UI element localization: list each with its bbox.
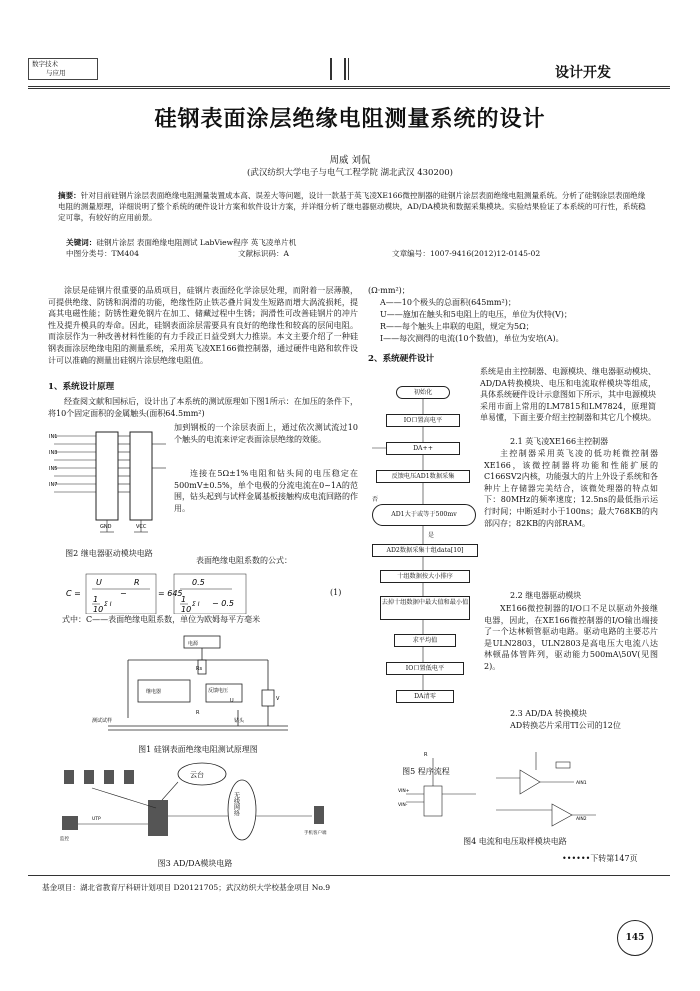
svg-text:IN5: IN5 <box>49 466 58 472</box>
flow-no-label: 否 <box>372 496 379 503</box>
variable-i: I——每次测得的电流(10个数值)，单位为安培(A)。 <box>380 334 564 343</box>
journal-logo <box>28 58 98 80</box>
voltmeter-label: V <box>276 696 280 702</box>
figure-5-caption: 图5 程序流程 <box>402 767 450 776</box>
flow-ad1-sample: 反馈电压AD1数据采集 <box>376 470 470 483</box>
formula-explanation: 式中：C——表面绝缘电阻系数，单位为欧姆每平方毫米 <box>62 615 261 624</box>
formula-intro: 表面绝缘电阻系数的公式： <box>196 556 292 565</box>
rs-label: Rs <box>196 666 203 672</box>
section-2-heading: 2、系统硬件设计 <box>368 354 435 364</box>
drill-label: 钻头 <box>234 718 245 724</box>
authors: 周威 刘侃 <box>329 155 371 166</box>
svg-text:R: R <box>134 578 140 587</box>
subsection-2-1-heading: 2.1 英飞凌XE166主控制器 <box>510 437 609 446</box>
probe-label: 测试试样 <box>92 718 113 724</box>
clc-number: 中图分类号：TM404 <box>66 249 139 258</box>
formula-number: (1) <box>330 588 342 597</box>
flow-ad2-sample: AD2数据采集十组data[10] <box>372 544 478 557</box>
svg-text:−: − <box>120 589 127 598</box>
affiliation: (武汉纺织大学电子与电气工程学院 湖北武汉 430200) <box>247 168 453 178</box>
journal-name-bottom: 与应用 <box>46 69 66 77</box>
abstract-label: 摘要： <box>58 191 81 200</box>
svg-text:IN3: IN3 <box>49 450 58 456</box>
flow-da-clear: DA清零 <box>396 690 454 703</box>
section-name: 设计开发 <box>555 65 611 81</box>
flow-init: 初始化 <box>396 386 450 399</box>
intro-paragraph: 涂层是硅钢片很重要的品质项目，硅钢片表面经化学涂层处理，而附着一层薄膜，可提供绝缘、防锈和润滑的功能，绝缘性防止铁芯叠片间发生短路而增大涡流损耗，提高其电磁性能；防锈性避免钢片在加工、储藏过程中生锈；润滑性可改善硅钢片的冲片性及提升模具的寿命。因此，硅钢表面涂层需要具有良好的绝缘性和较高的层间电阻。而涂层作为一种改善材料性能的有力手段正日益受到大力推崇。本文主要介绍了一种硅钢表面涂层绝缘电阻的测量系统，采用英飞凌XE166微控制器，通过硬件电路和软件设计可以准确的测量出硅钢片涂层绝缘电阻值。 <box>48 286 358 365</box>
cloud-label: 云台 <box>190 771 204 779</box>
subsection-2-2-heading: 2.2 继电器驱动模块 <box>510 591 582 600</box>
svg-text:10: 10 <box>181 605 192 614</box>
section-2-paragraph: 系统是由主控制器、电源模块、继电器驱动模块、AD/DA转换模块、电压和电流取样模块等组成，具体系统硬件设计示意图如下所示，其中电源模块采用市面上常用的LM7815和LM7824，原理简单易懂，下面主要介绍主控制器和其它几个模块。 <box>480 367 656 423</box>
flow-io-low: IO口置低电平 <box>386 662 464 675</box>
svg-text:− 0.5: − 0.5 <box>212 599 234 608</box>
svg-text:VIN-: VIN- <box>398 803 408 808</box>
variable-r: R——每个触头上串联的电阻，规定为5Ω； <box>380 322 534 331</box>
flow-da-increment: DA++ <box>386 442 460 455</box>
subsection-2-1-paragraph: 主控制器采用英飞凌的低功耗微控制器XE166，该微控制器将功能和性能扩展的C166SV2内核，功能强大的片上外设子系统和各种片上存储器完美结合，该微处理器的特点如下：80MHz的频率速度；12.5ns的最低指示运行时间；中断延时小于100ns；最大768KB的内部闪存；82KB的内部RAM。 <box>484 449 658 528</box>
supply-label: 电源 <box>188 641 199 647</box>
variable-a: A——10个极头的总面积(645mm²)； <box>380 298 516 307</box>
section-1-paragraph-b: 加到钢板的一个涂层表面上，通过依次测试流过10个触头的电流来评定表面涂层绝缘的效能。 <box>174 423 358 444</box>
program-flowchart <box>372 382 480 764</box>
subsection-2-3-paragraph: AD转换芯片采用TI公司的12位 <box>510 721 621 730</box>
svg-text:C =: C = <box>66 589 81 598</box>
svg-text:1: 1 <box>181 595 187 604</box>
svg-text:0.5: 0.5 <box>192 578 205 587</box>
u-label: U <box>230 698 234 704</box>
figure-1-caption: 图1 硅钢表面绝缘电阻测试原理图 <box>138 745 258 754</box>
svg-text:1: 1 <box>93 595 99 604</box>
relay-label: 继电器 <box>146 689 162 695</box>
formula-1 <box>62 570 302 614</box>
svg-text:= 645: = 645 <box>158 589 183 598</box>
mobile-client-label: 手机客户端 <box>304 831 327 836</box>
r-label: R <box>196 710 200 716</box>
svg-text:IN1: IN1 <box>49 434 58 440</box>
svg-text:10: 10 <box>93 605 104 614</box>
flow-average: 求平均值 <box>394 634 456 647</box>
section-1-heading: 1、系统设计原理 <box>48 382 115 392</box>
ad-da-module-diagram <box>52 760 342 856</box>
journal-name-top: 数字技术 <box>32 60 58 68</box>
wireless-label: 无线网络 <box>232 792 240 816</box>
current-voltage-sampling-circuit <box>396 748 606 832</box>
header-decoration <box>330 58 370 80</box>
monitor-label: 监控 <box>60 837 69 842</box>
figure-4-caption: 图4 电流和电压取样模块电路 <box>463 837 567 846</box>
relay-driver-circuit <box>48 424 170 546</box>
unit-line: (Ω·mm²)； <box>368 286 410 295</box>
abstract-text: 针对目前硅钢片涂层表面绝缘电阻测量装置成本高、误差大等问题，设计一款基于英飞凌XE166微控制器的硅钢片涂层表面绝缘电阻测量系统。分析了硅钢涂层表面绝缘电阻的测量原理，详细说明了整个系统的硬件设计方案和软件设计方案，并详细分析了继电器驱动模块，AD/DA模块和数据采集模块。实验结果验证了本系统的可行性，系统稳定可靠，有较好的应用前景。 <box>58 191 646 223</box>
svg-text:AIN2: AIN2 <box>576 817 587 822</box>
utp-label: UTP <box>92 817 101 822</box>
flow-ad1-compare: AD1大于或等于500mv <box>372 504 476 526</box>
header-rule-2 <box>28 88 670 89</box>
svg-text:R: R <box>424 752 428 758</box>
svg-text:VCC: VCC <box>136 524 147 530</box>
document-code: 文献标识码：A <box>238 249 290 258</box>
continued-note: ••••••下转第147页 <box>562 854 638 863</box>
svg-text:IN7: IN7 <box>49 482 58 488</box>
flow-io-high: IO口置高电平 <box>386 414 460 427</box>
section-1-paragraph: 经查阅文献和国标后，设计出了本系统的测试原理如下图1所示：在加压的条件下，将10个固定面积的金属触头(面积64.5mm²) <box>48 397 358 418</box>
article-number: 文章编号：1007-9416(2012)12-0145-02 <box>392 249 541 258</box>
flow-yes-label: 是 <box>428 532 435 539</box>
footer-rule <box>28 875 670 876</box>
fund-note: 基金项目：湖北省教育厅科研计划项目 D20121705；武汉纺织大学校基金项目 No.9 <box>42 883 331 892</box>
keywords-label: 关键词： <box>66 238 97 247</box>
flow-trim: 去掉十组数据中最大值和最小值 <box>380 596 470 620</box>
flowchart-arrows <box>372 382 480 712</box>
variable-u: U——施加在触头和5电阻上的电压，单位为伏特(V)； <box>380 310 572 319</box>
header-rule <box>28 86 670 87</box>
svg-text:Σ I: Σ I <box>104 601 112 608</box>
figure-2-caption: 图2 继电器驱动模块电路 <box>65 549 153 558</box>
svg-text:Σ I: Σ I <box>192 601 200 608</box>
subsection-2-2-paragraph: XE166微控制器的I/O口不足以驱动外接继电器，因此，在XE166微控制器的I/O输出端接了一个达林顿管驱动电路。驱动电路的主要芯片是ULN2803，ULN2803是高电压大电流八达林顿晶体管阵列，驱动能力500mA\50V(见图2)。 <box>484 604 658 671</box>
svg-text:GND: GND <box>100 524 112 530</box>
subsection-2-3-heading: 2.3 AD/DA 转换模块 <box>510 709 587 718</box>
page-number: 145 <box>617 920 653 956</box>
keywords-text: 硅钢片涂层 表面绝缘电阻测试 LabView程序 英飞凌单片机 <box>96 238 297 247</box>
keywords <box>66 237 656 248</box>
flow-sort: 十组数据按大小排序 <box>380 570 470 583</box>
amp-label: 反馈电压 <box>208 688 229 694</box>
test-principle-schematic <box>88 630 308 742</box>
abstract <box>58 190 648 224</box>
section-1-paragraph-c: 连接在5Ω±1%电阻和钻头间的电压稳定在500mV±0.5%，单个电极的分流电流在0~1A的范围，钻头起到与试样金属基板接触构成电流回路的作用。 <box>174 469 358 513</box>
figure-3-caption: 图3 AD/DA模块电路 <box>157 859 233 868</box>
paper-title: 硅钢表面涂层绝缘电阻测量系统的设计 <box>154 106 546 132</box>
svg-text:U: U <box>96 578 102 587</box>
svg-text:AIN1: AIN1 <box>576 781 587 786</box>
svg-text:VIN+: VIN+ <box>398 789 410 794</box>
